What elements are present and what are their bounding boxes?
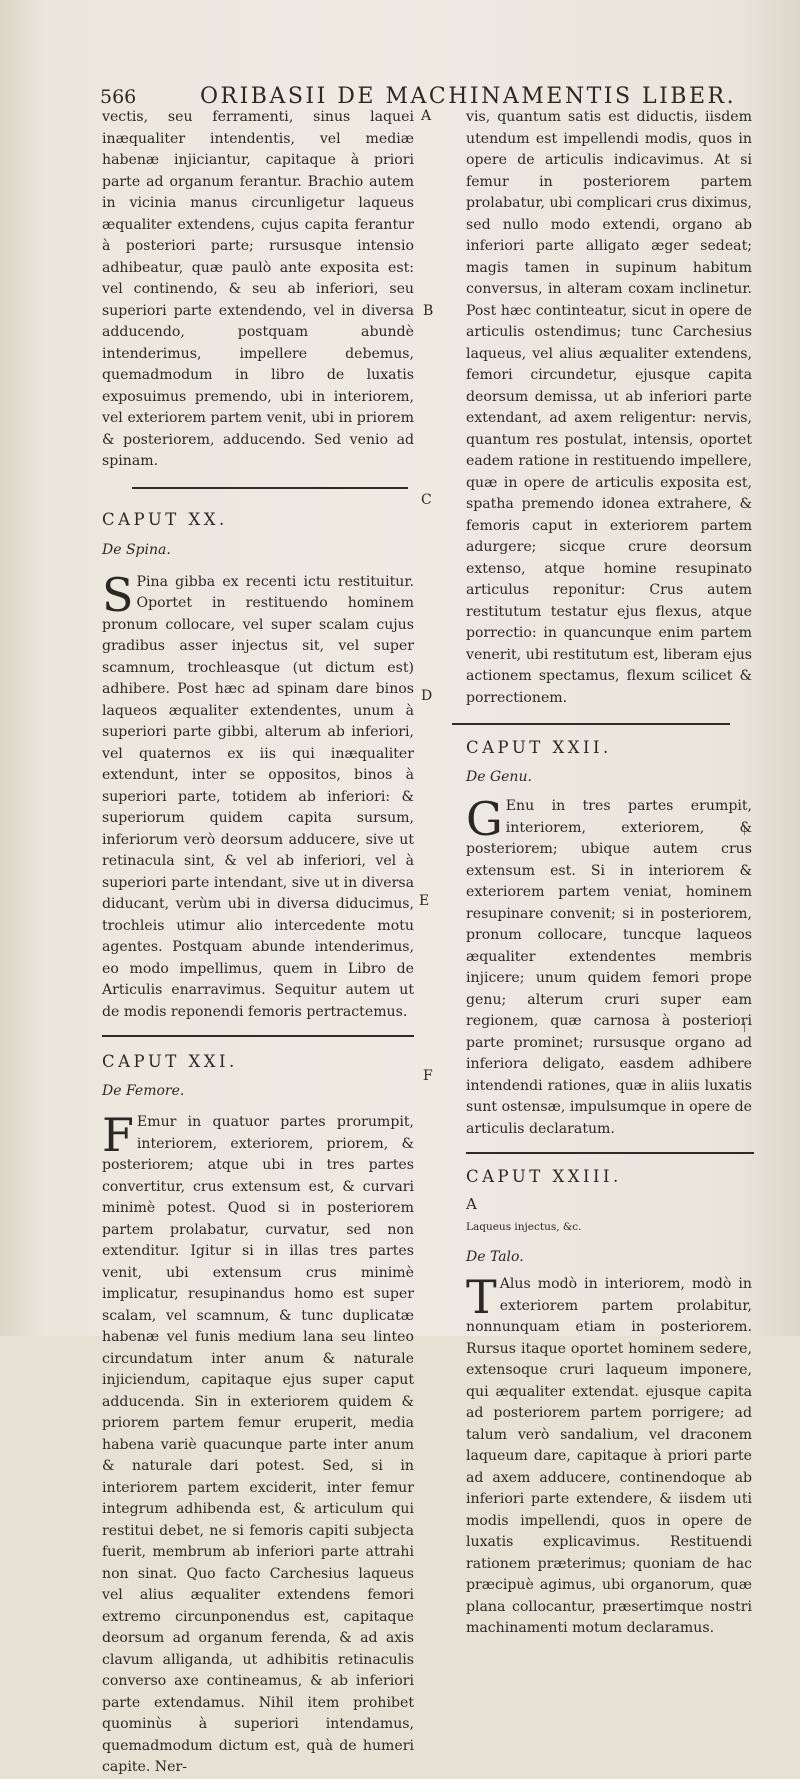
chapter-subtitle-23: De Talo.: [466, 1248, 524, 1265]
margin-letter-c: C: [421, 492, 432, 508]
chapter-body-21: Emur in quatuor partes prorumpit, interiorem, exteriorem, priorem, & posteriorem; atque ubi in tres partes convertitur, crus extensum est, & curvari minimè potest. Quod si in posteriorem partem prolabatur, curvatur, sed non extenditur. Igitur si in illas tres partes venit, ubi extensum crus minimè implicatur, resupinandus homo est super scalam, vel scamnum, & tunc duplicatæ habenæ vel funis medium lana seu linteo circundatum inter anum & naturale injiciendum, capitaque ejus super caput adducenda. Sin in exteriorem quidem & priorem partem femur eruperit, media habena variè quacunque parte inter anum & naturale dari potest. Sed, si in interiorem partem exciderit, inter femur integrum adhibenda est, & articulum qui restitui debet, ne si femoris capiti subjecta fuerit, membrum ab inferiori parte attrahi non sinat. Quo facto Carchesius laqueus vel alius æqualiter extendens femori extremo circunponendus est, capitaque deorsum ad organum ferenda, & ad axis clavum alliganda, ut adhibitis retinaculis converso axe contineamus, & ab inferiori parte extendamus. Nihil item prohibet quominùs à superiori intendamus, quemadmodum dictum est, quà de humeri capite. Ner-: [102, 1114, 414, 1775]
page-number: 566: [100, 86, 137, 108]
margin-letter-d: D: [421, 688, 433, 704]
dropcap-s: S: [102, 567, 134, 622]
chapter-body-20: Pina gibba ex recenti ictu restituitur. Oportet in restituendo hominem pronum collocare, vel super scalam cujus gradibus asser injectus sit, vel super scamnum, trochleasque (ut dictum est) adhibere. Post hæc ad spinam dare binos laqueos æqualiter extendentes, unum à superiori parte gibbi, alterum ab inferiori, vel quaternos ex iis qui inæqualiter extendunt, inter se oppositos, binos à superiori parte, totidem ab inferiori: & superiorum quidem capita sursum, inferiorum verò deorsum adducere, sive ut retinacula sint, & vel ab inferiori, vel à superiori parte intendant, sive ut in diversa diducant, verùm ubi in diversa diducimus, trochleis utimur alio intercedente motu agentes. Postquam abunde intenderimus, eo modo impellimus, quem in Libro de Articulis enarravimus. Sequitur autem ut de modis reponendi femoris pertractemus.: [102, 573, 414, 1020]
dropcap-g: G: [466, 792, 503, 846]
section-rule: [132, 487, 408, 489]
chapter-text-23: [466, 1270, 752, 1640]
margin-letter-b: B: [423, 303, 434, 319]
chapter-subtitle-22: De Genu.: [466, 768, 532, 785]
section-rule: [452, 723, 730, 725]
left-column: [102, 107, 414, 1779]
chapter-subtitle-21: De Femore.: [102, 1082, 185, 1099]
chapter-heading-22: CAPUT XXII.: [466, 738, 612, 757]
dropcap-f: F: [102, 1108, 134, 1162]
right-continuation-paragraph: vis, quantum satis est diductis, iisdem utendum est impellendi modis, quos in opere de articulis indicavimus. At si femur in posteriorem partem prolabatur, ubi complicari crus diximus, sed nullo modo extendi, organo ab inferiori parte alligato æger sedeat; magis tamen in supinum habitum conversus, in alteram coxam inclinetur. Post hæc continteatur, sicut in opere de articulis ostendimus; tunc Carchesius laqueus, vel alius æqualiter extendens, femori circundetur, ejusque capita deorsum demissa, ut ab inferiori parte extendant, ad axem religentur: nervis, quantum res postulat, intensis, oportet eadem ratione in restituendo impellere, quæ in opere de articulis exposita est, spatha premendo idonea extrahere, & femoris caput in exteriorem partem adurgere; sicque crure deorsum extenso, atque homine resupinato articulus reponitur: Crus autem restitutum testatur ejus flexus, atque porrectio: in quancunque enim partem venerit, ubi restitutum est, liberam ejus actionem spectamus, flexum scilicet & porrectionem.: [466, 109, 752, 706]
chapter-text-22: [466, 792, 752, 1140]
figure-caption: Laqueus injectus, &c.: [466, 1221, 582, 1233]
chapter-text-20: [102, 567, 414, 1024]
chapter-body-23: Alus modò in interiorem, modò in exteriorem partem prolabitur, nonnunquam etiam in posteriorem. Rursus itaque oportet hominem sedere, extensoque cruri laqueum imponere, qui æqualiter extendat. ejusque capita ad posteriorem partem porrigere; ad talum verò sandalium, vel draconem laqueum dare, capitaque à priori parte ad axem adducere, continendoque ab inferiori parte extendere, & iisdem uti modis impellendi, quos in opere de luxatis explicavimus. Restituendi rationem præterimus; quoniam de hac præcipuè agimus, ubi organorum, quæ plana collocantur, præsertimque nostri machinamenti motum declaramus.: [466, 1276, 752, 1636]
chapter-heading-23: CAPUT XXIII.: [466, 1167, 622, 1186]
dropcap-t: T: [466, 1270, 497, 1324]
section-rule: [102, 1035, 414, 1037]
left-intro-paragraph: vectis, seu ferramenti, sinus laquei inæqualiter intendentis, vel mediæ habenæ injiciantur, capitaque à priori parte ad organum ferantur. Brachio autem in vicinia manus circunligetur laqueus æqualiter extendens, cujus capita ferantur à posteriori parte; rursusque intensio adhibeatur, quæ paulò ante exposita est: vel continendo, & seu ab inferiori, seu superiori parte extendendo, vel in diversa adducendo, postquam abundè intenderimus, impellere debemus, quemadmodum in libro de luxatis exposuimus premendo, ubi in interiorem, vel exteriorem partem venit, ubi in priorem & posteriorem, adducendo. Sed venio ad spinam.: [102, 109, 414, 469]
section-rule: [466, 1152, 754, 1154]
chapter-heading-20: CAPUT XX.: [102, 509, 228, 529]
figure-letter: A: [466, 1194, 477, 1213]
chapter-heading-21: CAPUT XXI.: [102, 1052, 238, 1071]
chapter-subtitle-20: De Spina.: [102, 542, 171, 558]
margin-letter-f: F: [423, 1068, 433, 1084]
book-title: ORIBASII DE MACHINAMENTIS LIBER.: [200, 84, 737, 109]
margin-letter-e: E: [419, 893, 430, 909]
margin-letter-a: A: [421, 108, 432, 124]
chapter-text-21: [102, 1108, 414, 1779]
chapter-body-22: Enu in tres partes erumpit, interiorem, exteriorem, & posteriorem; ubique autem crus extensum est. Si in interiorem & exteriorem partem veniat, hominem resupinare convenit; si in posteriorem, pronum collocare, tuncque laqueos æqualiter extendentes membris injicere; unum quidem femori prope genu; alterum cruri super eam regionem, quæ carnosa à posteriori parte prominet; rursusque organo ad inferiora deligato, easdem adhibere intendendi rationes, quæ in aliis luxatis sunt ostensæ, impulsumque in opere de articulis declaratum.: [466, 798, 752, 1137]
right-column: [466, 107, 752, 1640]
